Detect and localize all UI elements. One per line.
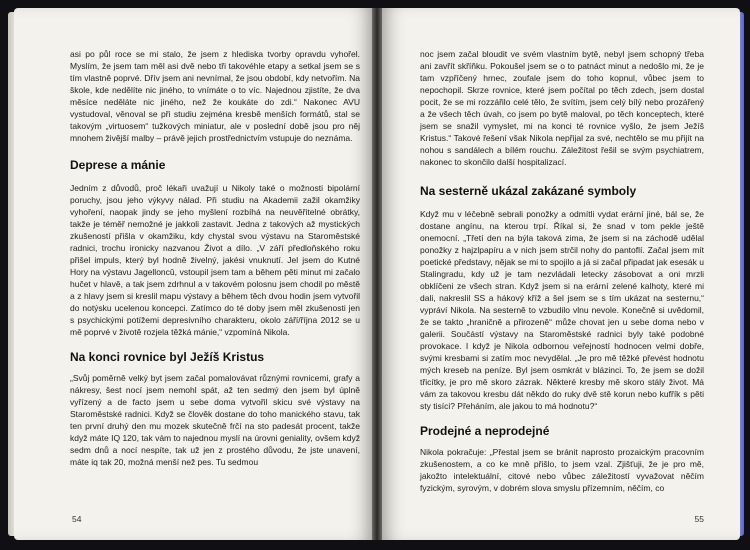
book-gutter bbox=[372, 8, 382, 540]
left-page bbox=[14, 8, 376, 540]
right-heading-1: Na sesterně ukázal zakázané symboly bbox=[420, 184, 637, 198]
left-paragraph-1: asi po půl roce se mi stalo, že jsem z hlediska tvorby opravdu vyhořel. Myslím, že jsem tam měl asi dvě nebo tři takovéhle etapy a setkal jsem se s tím vlastně poprvé. Dřív jsem ani nevnímal, že jsou období, kdy netvořím. Na škole, kde nedělíte nic jiného, to vnímáte o to víc. Najednou zjistíte, že dva měsíce neděláte nic jiného, než že koukáte do zdi.“ Nakonec AVU vystudoval, věnoval se při studiu zejména kresbě menších formátů, stal se takovým „virtuosem“ tužkových miniatur, ale v poslední době jsou pro něj mnohem živější malby – právě jejich prostřednictvím vstupuje do neznáma. bbox=[70, 49, 360, 143]
left-heading-2: Na konci rovnice byl Ježíš Kristus bbox=[70, 350, 265, 364]
left-paragraph-3: „Svůj poměrně velký byt jsem začal pomalovávat různými rovnicemi, grafy a nákresy, šest nocí jsem nemohl spát, až ten sedmý den jsem byl úplně vyřízený a de facto jsem u sebe doma vytvořil skicu své výstavy na Staroměstské radnici. Když se člověk dostane do toho manického stavu, tak ten první druhý den mu mozek skutečně frčí na sto padesát procent, takže když máte IQ 120, tak vám to najednou myslí na úrovni geniality, ovšem když sedm dnů a nocí nespíte, tak už jen z prostého důvodu, že jste unavení, máte iq tak 20, možná menší než pes. Tu sedmou bbox=[70, 373, 360, 467]
left-paragraph-2: Jedním z důvodů, proč lékaři uvažují u Nikoly také o možnosti bipolární poruchy, jsou jeho výkyvy nálad. Při studiu na Akademii zažil okamžiky vyhoření, naopak jindy se jeho myšlení rozbíhá na neuvěřitelné obrátky, takže je téměř nemožné je jakkoli zastavit. Jedna z takových až mystických zkušeností přišla v okamžiku, kdy chystal svou výstavu na Staroměstské radnici, trochu ironicky nazvanou Život a dílo. „V září předloňského roku přišel impuls, který byl hodně živelný, jakési vnuknutí. Jel jsem do Kutné Hory na výstavu Jagelloncû, vstoupil jsem tam a během pěti minut mi začalo hučet v hlavě, a tak jsem zdrhnul a v takovém polosnu jsem chodil po městě a z hlavy jsem si kreslil mapu výstavy a během těch dvou hodin jsem vytvořil do notýsku ucelenou koncepci. Zatímco do té doby jsem měl zkušenosti jen s psychickými potížemi depresivního charakteru, okolo září/října 2012 se u mě poprvé v životě rozjela těžká mánie,“ vzpomíná Nikola. bbox=[70, 183, 360, 337]
page-number-left: 54 bbox=[72, 514, 82, 524]
page-number-right: 55 bbox=[694, 514, 704, 524]
left-heading-1: Deprese a mánie bbox=[70, 158, 166, 172]
right-heading-2: Prodejné a neprodejné bbox=[420, 424, 550, 438]
right-paragraph-1: noc jsem začal bloudit ve svém vlastním bytě, nebyl jsem schopný třeba ani zavřít skříňku. Pokoušel jsem se o to patnáct minut a nedošlo mi, že je tam vzpříčený hrnec, zoufale jsem do toho kopnul, vůbec jsem to nepochopil. Skrze rovnice, které jsem počítal po těch zdech, jsem dostal pocit, že se mi rozzářilo celé tělo, že svítím, jsem celý bílý nebo prozářený a že všech těch úvah, co jsem po bytě maloval, po těch koncepteсh, které jsem se snažil vymyslet, mi na konci té rovnice vyšlo, že jsem Ježíš Kristus.“ Takové řešení však Nikola nepřijal za své, nechtělo se mu přijít na nohou s sandálech a bílém rouchu. Záležitost řešil se svým psychiatrem, nakonec to skončilo další hospitalizací. bbox=[420, 49, 704, 167]
right-paragraph-3: Nikola pokračuje: „Přestal jsem se bránit naprosto prozaickým pracovním zkušenostem, a co ke mně přišlo, to jsem vzal. Zjišťuji, že je pro mě, jakožto intelektuální, citové nebo vůbec záležitostí vyvažovat něčím fyzickým, syrovým, v dobrém slova smyslu přízemním, něčím, co bbox=[420, 447, 704, 493]
right-page bbox=[378, 8, 740, 540]
right-paragraph-2: Když mu v léčebně sebrali ponožky a odmítli vydat erární jiné, bál se, že dostane angínu, na kterou trpí. Říkal si, že snad v tom pekle ještě onemocní. „Třetí den na býla taková zima, že jsem si na záchodě udělal ponožky z hajzlpapíru a v nich jsem strčil nohy do pantoflí. Začal jsem mít poetické představy, nějak se mi to spojilo a já si začal připadat jak esesák u Stalingradu, kdy už je tam nezvládali letecky zásobovat a oni mrzli obklíčeni ze všech stran. Když jsem si na erární zelené kalhoty, které mi dali, nakreslil SS a hákový kříž a šel jsem se s tím ukázat na sesternu,“ vypráví Nikola. Na sesterně to vzbudilo vlnu nevole. Konečně si uvědomil, že se takto „hraničně a přirozeně“ může chovat jen u sebe doma nebo v galerii. Součástí výstavy na Staroměstské radnici byly také podobné provokace. I když je Nikola odbornou veřejností hodnocen velmi dobře, svými kresbami si zatím moc nevydělal. „Je pro mě těžké převést hodnotu mých kreseb na peníze. Byl jsem osmkrát v blázinci. To, že jsem se dožil třicítky, je pro mě skoro zázrak. Některé kresby mě skoro stály život. Má vám za takovou kresbu dát někdo do ruky dvě stě korun nebo kufřík s pěti sty tisíci? Přeháním, ale jakou to má hodnotu?“ bbox=[420, 209, 704, 411]
